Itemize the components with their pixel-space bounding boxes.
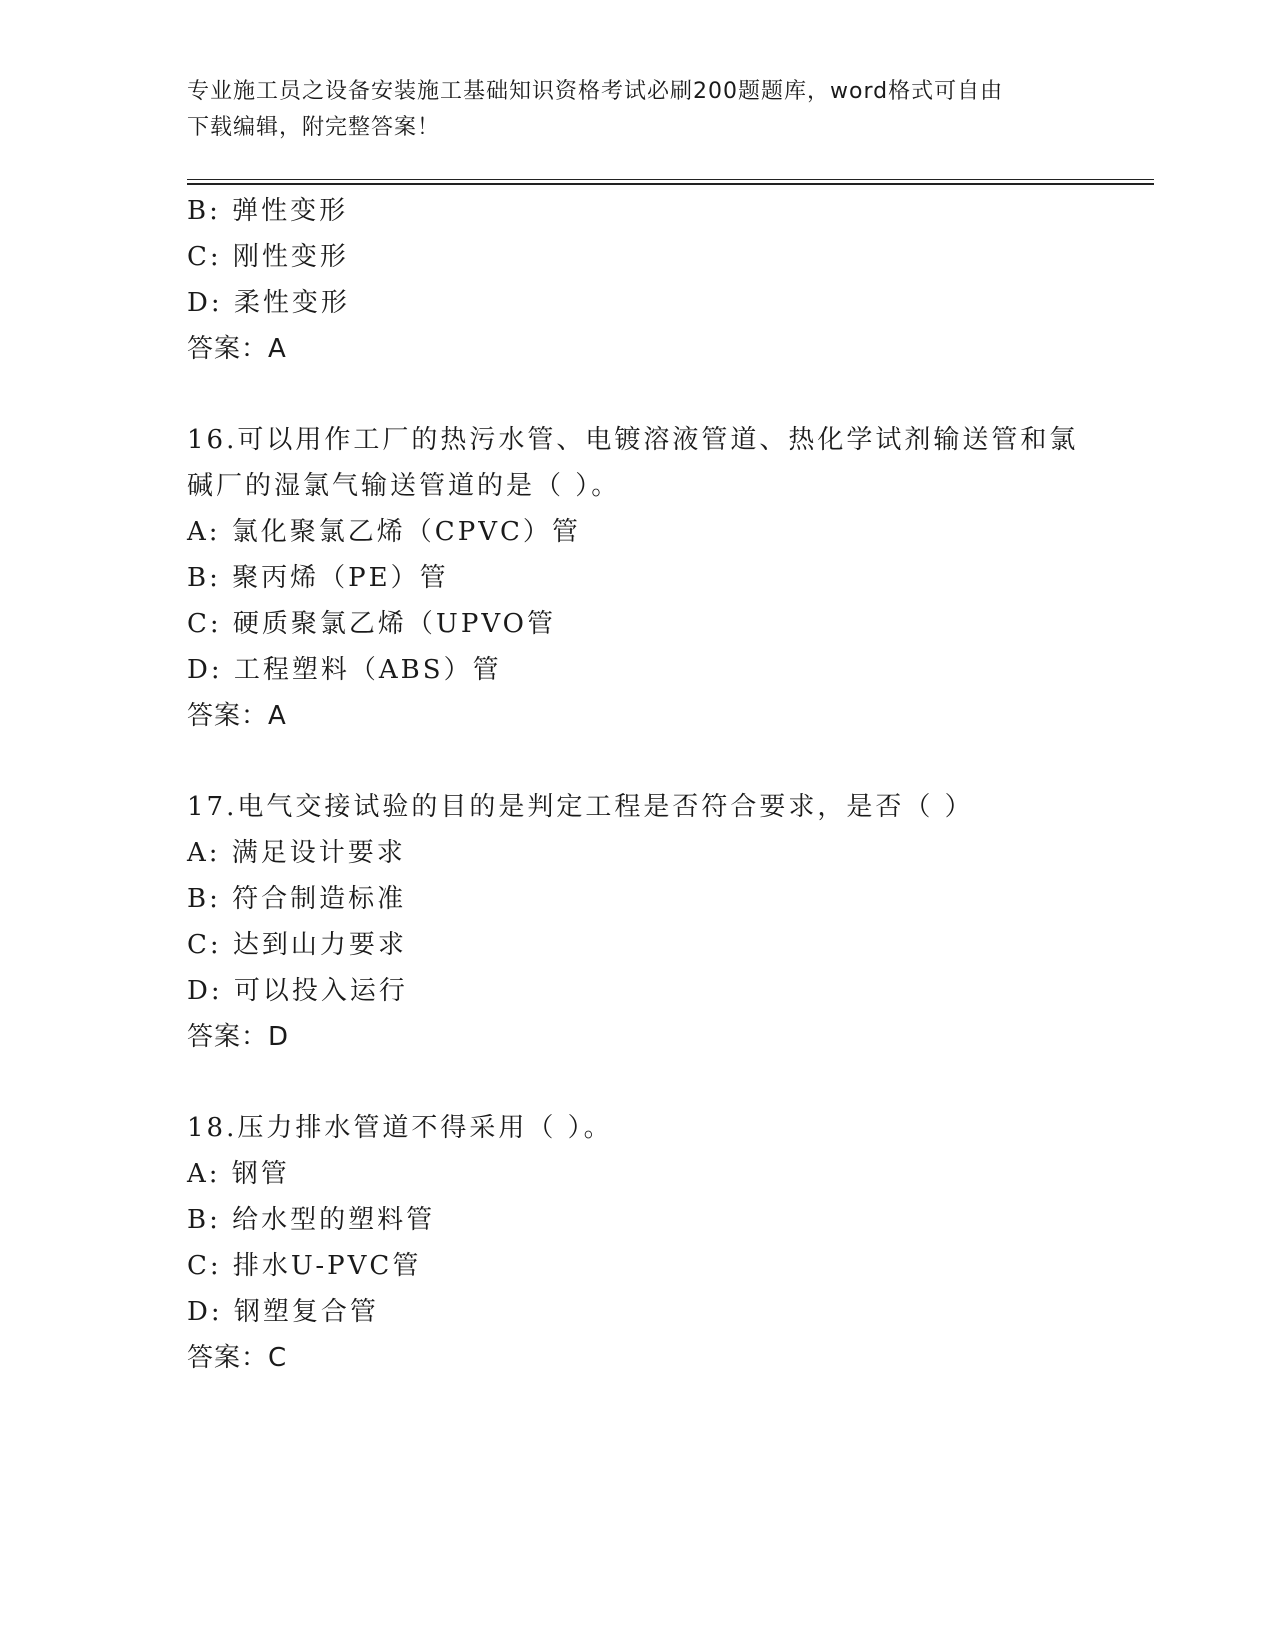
spacer (187, 1060, 1107, 1105)
answer-line: 答案：A (187, 701, 287, 731)
header-divider-thin (187, 179, 1154, 180)
question-stem-line-2: 碱厂的湿氯气输送管道的是（ ）。 (187, 471, 621, 501)
question-stem-line-1: 18.压力排水管道不得采用（ ）。 (187, 1113, 613, 1143)
question-17 (187, 784, 1107, 1060)
header-line-2: 下载编辑，附完整答案！ (187, 115, 441, 140)
option-a: A: 满足设计要求 (187, 838, 406, 868)
answer-line: 答案：A (187, 334, 287, 364)
option-d: D: 可以投入运行 (187, 976, 408, 1006)
option-b: B: 聚丙烯（PE）管 (187, 563, 449, 593)
option-c: C: 硬质聚氯乙烯（UPVO管 (187, 609, 556, 639)
question-stem-line-1: 17.电气交接试验的目的是判定工程是否符合要求，是否（ ） (187, 792, 974, 822)
question-stem-line-1: 16.可以用作工厂的热污水管、电镀溶液管道、热化学试剂输送管和氯 (187, 425, 1079, 455)
answer-line: 答案：C (187, 1343, 288, 1373)
option-c: C: 刚性变形 (187, 242, 349, 272)
option-c: C: 排水U-PVC管 (187, 1251, 422, 1281)
option-c: C: 达到山力要求 (187, 930, 407, 960)
question-15-continued (187, 188, 1107, 372)
spacer (187, 372, 1107, 417)
header-line-1: 专业施工员之设备安装施工基础知识资格考试必刷200题题库，word格式可自由 (187, 79, 1004, 104)
option-b: B: 弹性变形 (187, 196, 349, 226)
option-b: B: 符合制造标准 (187, 884, 407, 914)
option-a: A: 氯化聚氯乙烯（CPVC）管 (187, 517, 581, 547)
option-b: B: 给水型的塑料管 (187, 1205, 436, 1235)
question-16 (187, 417, 1107, 739)
header-divider-thick (187, 183, 1154, 185)
question-18 (187, 1105, 1107, 1381)
spacer (187, 739, 1107, 784)
document-header (187, 74, 1087, 146)
option-d: D: 工程塑料（ABS）管 (187, 655, 502, 685)
answer-line: 答案：D (187, 1022, 290, 1052)
question-list (187, 188, 1107, 1381)
option-d: D: 柔性变形 (187, 288, 350, 318)
option-d: D: 钢塑复合管 (187, 1297, 379, 1327)
option-a: A: 钢管 (187, 1159, 290, 1189)
